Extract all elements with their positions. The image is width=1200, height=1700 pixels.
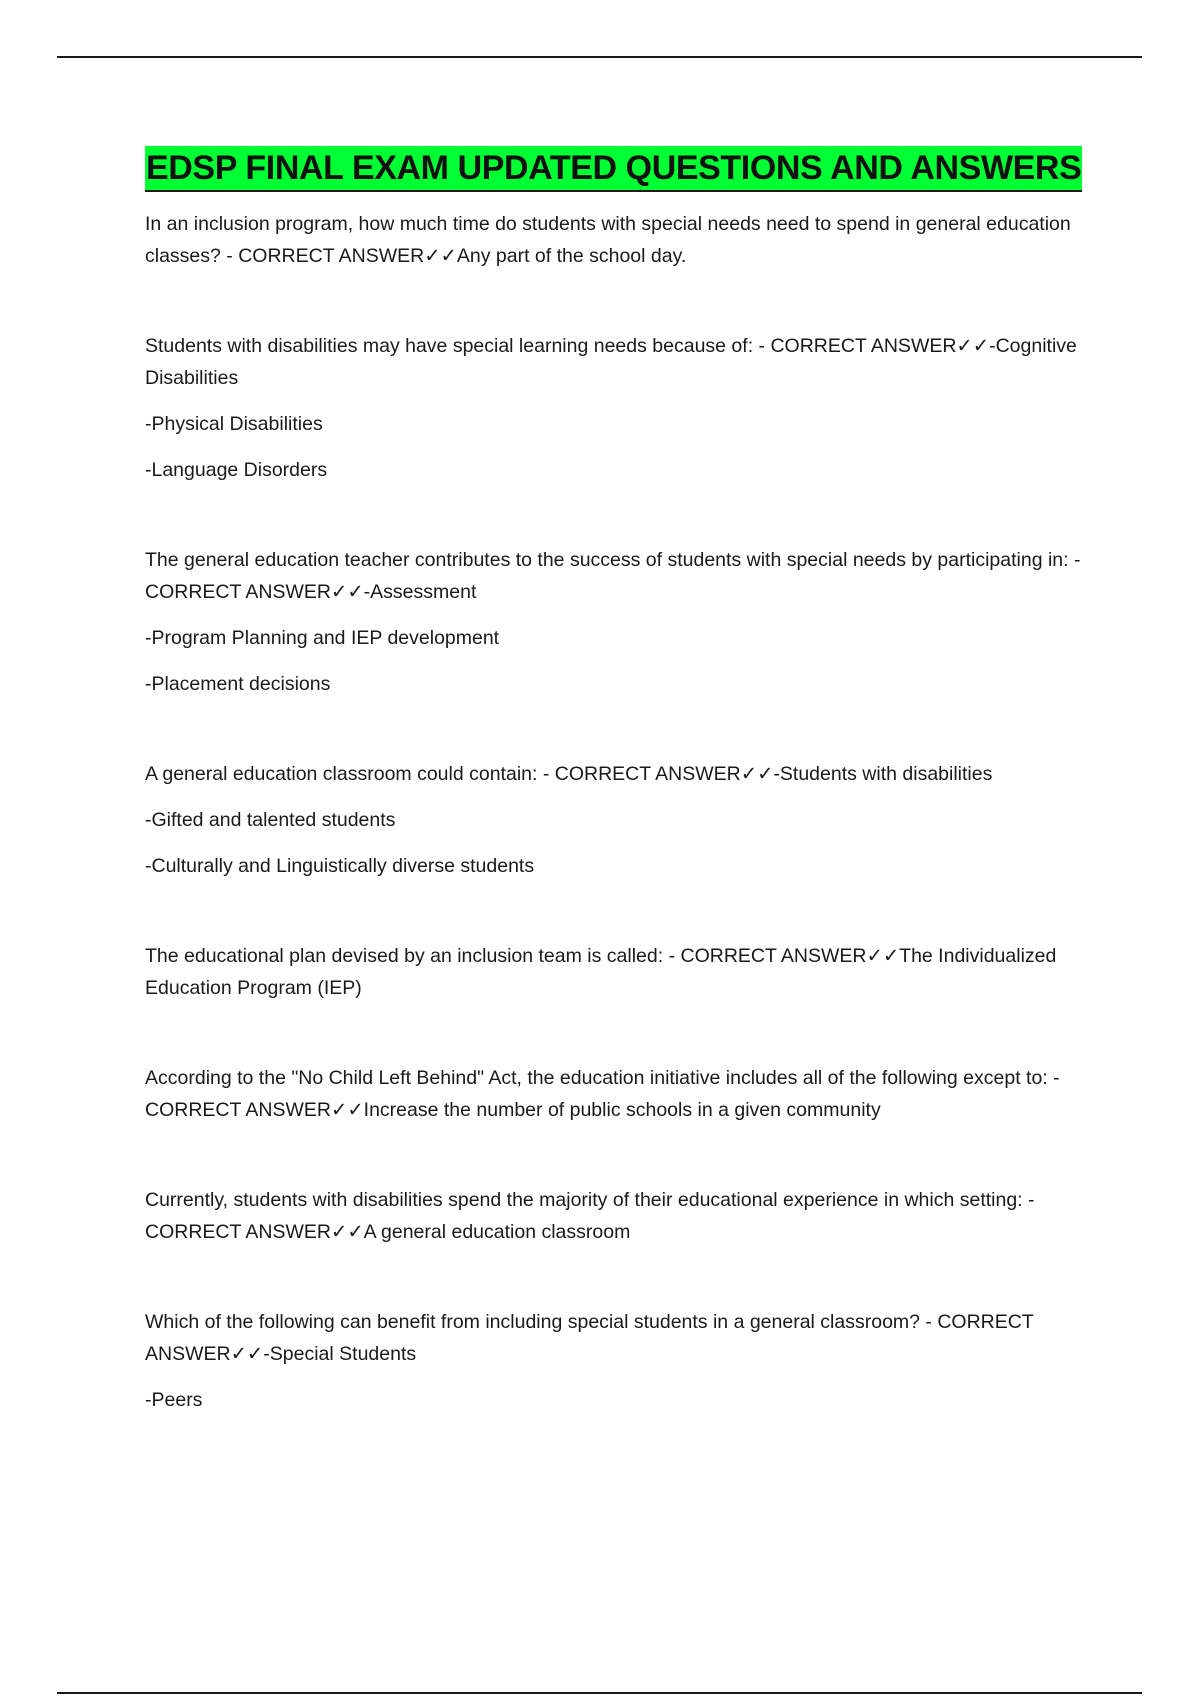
question-line	[145, 1062, 1090, 1126]
answer-text: A general education classroom	[363, 1221, 631, 1243]
answer-extra-line: -Placement decisions	[145, 673, 331, 695]
qa-item	[145, 544, 1090, 700]
question-text: The general education teacher contributes to the success of students with special needs by participating in:	[145, 549, 1069, 571]
qa-item	[145, 1306, 1090, 1416]
correct-answer-marker: - CORRECT ANSWER✓✓	[753, 335, 990, 357]
answer-text: -Cognitive Disabilities	[145, 335, 1077, 389]
question-text: Which of the following can benefit from including special students in a general classroom?	[145, 1311, 921, 1333]
answer-extra-line: -Program Planning and IEP development	[145, 627, 500, 649]
qa-item	[145, 330, 1090, 486]
bottom-rule	[57, 1692, 1142, 1694]
answer-text: -Special Students	[263, 1343, 417, 1365]
answer-text: -Students with disabilities	[773, 763, 993, 785]
question-line	[145, 758, 1090, 790]
qa-item	[145, 1184, 1090, 1248]
question-text: A general education classroom could contain:	[145, 763, 538, 785]
qa-item	[145, 208, 1090, 272]
correct-answer-marker: - CORRECT ANSWER✓✓	[145, 549, 1081, 603]
correct-answer-marker: - CORRECT ANSWER✓✓	[663, 945, 900, 967]
qa-item	[145, 758, 1090, 882]
answer-text: Any part of the school day.	[456, 245, 687, 267]
question-line	[145, 1184, 1090, 1248]
question-text: In an inclusion program, how much time do students with special needs need to spend in general education classes?	[145, 213, 1071, 267]
question-line	[145, 208, 1090, 272]
answer-extra-line: -Physical Disabilities	[145, 413, 323, 435]
correct-answer-marker: - CORRECT ANSWER✓✓	[145, 1067, 1060, 1121]
answer-extra-line: -Gifted and talented students	[145, 809, 396, 831]
document-body	[145, 146, 1090, 1416]
question-text: The educational plan devised by an inclusion team is called:	[145, 945, 664, 967]
question-text: According to the "No Child Left Behind" Act, the education initiative includes all of the following except to:	[145, 1067, 1048, 1089]
answer-extra-line: -Culturally and Linguistically diverse students	[145, 855, 535, 877]
question-line	[145, 330, 1090, 394]
document-title: EDSP FINAL EXAM UPDATED QUESTIONS AND ANSWERS	[145, 146, 1082, 192]
question-line	[145, 940, 1090, 1004]
question-line	[145, 1306, 1090, 1370]
qa-item	[145, 1062, 1090, 1126]
answer-extra-line: -Peers	[145, 1389, 203, 1411]
correct-answer-marker: - CORRECT ANSWER✓✓	[145, 1311, 1034, 1365]
question-text: Students with disabilities may have special learning needs because of:	[145, 335, 754, 357]
correct-answer-marker: - CORRECT ANSWER✓✓	[145, 1189, 1035, 1243]
answer-text: The Individualized Education Program (IEP)	[145, 945, 1057, 999]
question-text: Currently, students with disabilities spend the majority of their educational experience in which setting:	[145, 1189, 1023, 1211]
top-rule	[57, 56, 1142, 58]
answer-text: -Assessment	[363, 581, 477, 603]
answer-extra-line: -Language Disorders	[145, 459, 328, 481]
question-line	[145, 544, 1090, 608]
qa-item	[145, 940, 1090, 1004]
answer-text: Increase the number of public schools in a given community	[363, 1099, 881, 1121]
correct-answer-marker: - CORRECT ANSWER✓✓	[537, 763, 774, 785]
correct-answer-marker: - CORRECT ANSWER✓✓	[220, 245, 457, 267]
